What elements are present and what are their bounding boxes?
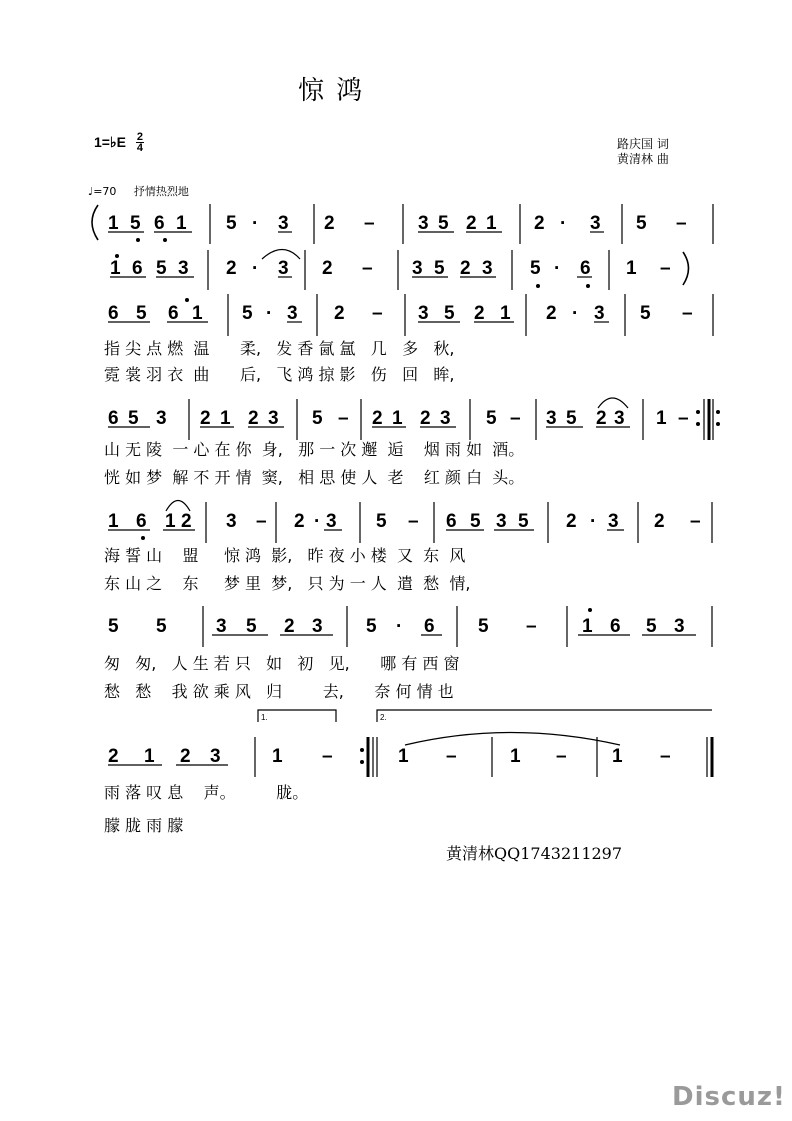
lyrics-row-7-verse-2: 朦 胧 雨 朦	[104, 816, 184, 835]
lyrics-row-3-verse-1: 指 尖 点 燃 温 柔, 发 香 氤 氲 几 多 秋,	[104, 339, 455, 358]
volta-bracket-2	[377, 710, 712, 722]
svg-text:5: 5	[156, 258, 167, 279]
svg-text:2: 2	[294, 511, 305, 532]
svg-text:3: 3	[418, 303, 429, 324]
forum-watermark: Discuz!	[672, 1082, 786, 1112]
song-title: 惊 鸿	[298, 76, 365, 106]
svg-text:3: 3	[614, 408, 625, 429]
svg-text:3: 3	[156, 408, 167, 429]
svg-text:5: 5	[486, 408, 497, 429]
svg-text:5: 5	[376, 511, 387, 532]
svg-text:–: –	[372, 303, 383, 324]
svg-text:3: 3	[268, 408, 279, 429]
svg-text:1: 1	[392, 408, 403, 429]
svg-text:–: –	[660, 258, 671, 279]
svg-text:1: 1	[144, 746, 155, 767]
svg-text:1: 1	[110, 258, 121, 279]
svg-text:3: 3	[178, 258, 189, 279]
svg-text:2: 2	[372, 408, 383, 429]
svg-text:1: 1	[398, 746, 409, 767]
key-signature: 1=♭E	[94, 134, 126, 150]
lyrics-row-5-verse-1: 海 誓 山 盟 惊 鸿 影, 昨 夜 小 楼 又 东 风	[104, 546, 466, 565]
svg-text:5: 5	[518, 511, 529, 532]
svg-text:3: 3	[210, 746, 221, 767]
svg-text:6: 6	[136, 511, 147, 532]
svg-text:2: 2	[284, 616, 295, 637]
lyricist-credit: 路庆国 词	[617, 137, 669, 151]
lyrics-row-4-verse-2: 恍 如 梦 解 不 开 情 窦, 相 思 使 人 老 红 颜 白 头。	[104, 468, 525, 487]
svg-text:6: 6	[154, 213, 165, 234]
svg-text:5: 5	[226, 213, 237, 234]
svg-text:2: 2	[226, 258, 237, 279]
svg-text:3: 3	[278, 258, 289, 279]
svg-text:2: 2	[324, 213, 335, 234]
svg-text:2: 2	[546, 303, 557, 324]
svg-text:1: 1	[220, 408, 231, 429]
lyrics-row-5-verse-2: 东 山 之 东 梦 里 梦, 只 为 一 人 遣 愁 情,	[104, 574, 471, 593]
lyrics-row-6-verse-1: 匆 匆, 人 生 若 只 如 初 见, 哪 有 西 窗	[104, 654, 460, 673]
volta-label-2: 2.	[380, 713, 387, 722]
svg-text:–: –	[510, 408, 521, 429]
svg-text:3: 3	[482, 258, 493, 279]
closing-parenthesis	[683, 252, 689, 285]
time-signature: 2 4	[136, 131, 143, 154]
svg-text:6: 6	[424, 616, 435, 637]
svg-text:5: 5	[434, 258, 445, 279]
svg-text:1: 1	[486, 213, 497, 234]
svg-text:5: 5	[136, 303, 147, 324]
svg-text:·: ·	[252, 258, 259, 279]
svg-text:6: 6	[446, 511, 457, 532]
svg-text:6: 6	[580, 258, 591, 279]
svg-text:–: –	[678, 408, 689, 429]
svg-text:3: 3	[594, 303, 605, 324]
svg-text:1: 1	[510, 746, 521, 767]
svg-text:–: –	[446, 746, 457, 767]
svg-text:·: ·	[252, 213, 259, 234]
svg-text:–: –	[408, 511, 419, 532]
svg-text:–: –	[338, 408, 349, 429]
svg-text:–: –	[676, 213, 687, 234]
tempo-value: ♩=70	[88, 185, 117, 198]
svg-text:5: 5	[128, 408, 139, 429]
composer-credit: 黄清林 曲	[617, 152, 669, 166]
svg-text:5: 5	[566, 408, 577, 429]
lyrics-row-4-verse-1: 山 无 陵 一 心 在 你 身, 那 一 次 邂 逅 烟 雨 如 酒。	[104, 440, 525, 459]
notes-row-2	[110, 258, 671, 279]
svg-text:1: 1	[176, 213, 187, 234]
svg-text:1: 1	[612, 746, 623, 767]
notes-row-5	[108, 511, 701, 532]
svg-text:–: –	[690, 511, 701, 532]
svg-text:·: ·	[590, 511, 597, 532]
lyrics-row-6-verse-2: 愁 愁 我 欲 乘 风 归 去, 奈 何 情 也	[104, 682, 454, 701]
lyrics-row-3-verse-2: 霓 裳 羽 衣 曲 后, 飞 鸿 掠 影 伤 回 眸,	[104, 365, 455, 384]
svg-text:2: 2	[334, 303, 345, 324]
svg-text:·: ·	[266, 303, 273, 324]
svg-text:3: 3	[312, 616, 323, 637]
slur	[166, 501, 190, 512]
svg-text:2: 2	[200, 408, 211, 429]
svg-text:2: 2	[534, 213, 545, 234]
svg-text:5: 5	[444, 303, 455, 324]
svg-text:1: 1	[500, 303, 511, 324]
notes-row-6	[108, 616, 685, 637]
svg-text:·: ·	[560, 213, 567, 234]
svg-text:5: 5	[366, 616, 377, 637]
svg-text:·: ·	[554, 258, 561, 279]
notes-row-7	[108, 746, 671, 767]
svg-text:–: –	[660, 746, 671, 767]
svg-text:5: 5	[470, 511, 481, 532]
svg-text:6: 6	[610, 616, 621, 637]
svg-text:5: 5	[636, 213, 647, 234]
svg-text:2: 2	[248, 408, 259, 429]
svg-text:3: 3	[590, 213, 601, 234]
svg-text:3: 3	[278, 213, 289, 234]
svg-text:3: 3	[608, 511, 619, 532]
svg-text:5: 5	[530, 258, 541, 279]
svg-text:–: –	[322, 746, 333, 767]
svg-text:–: –	[362, 258, 373, 279]
svg-text:–: –	[682, 303, 693, 324]
svg-text:3: 3	[216, 616, 227, 637]
svg-text:3: 3	[412, 258, 423, 279]
svg-text:5: 5	[130, 213, 141, 234]
svg-text:3: 3	[546, 408, 557, 429]
svg-text:6: 6	[108, 408, 119, 429]
svg-text:5: 5	[108, 616, 119, 637]
svg-text:2: 2	[322, 258, 333, 279]
svg-text:1: 1	[656, 408, 667, 429]
svg-text:–: –	[526, 616, 537, 637]
svg-text:5: 5	[438, 213, 449, 234]
svg-text:5: 5	[246, 616, 257, 637]
volta-label-1: 1.	[261, 713, 268, 722]
svg-text:2: 2	[420, 408, 431, 429]
slur	[598, 398, 628, 408]
svg-text:·: ·	[314, 511, 321, 532]
svg-text:6: 6	[132, 258, 143, 279]
svg-text:3: 3	[418, 213, 429, 234]
svg-text:2: 2	[474, 303, 485, 324]
svg-text:6: 6	[168, 303, 179, 324]
expression-mark: 抒情热烈地	[133, 185, 189, 198]
svg-text:3: 3	[287, 303, 298, 324]
svg-text:2: 2	[654, 511, 665, 532]
notes-row-4	[108, 408, 689, 429]
svg-text:1: 1	[192, 303, 203, 324]
lyrics-row-7-verse-1: 雨 落 叹 息 声。 胧。	[104, 783, 309, 802]
notes-row-1	[108, 213, 687, 234]
volta-bracket-1	[258, 710, 336, 722]
svg-text:2: 2	[466, 213, 477, 234]
svg-text:–: –	[556, 746, 567, 767]
svg-text:3: 3	[326, 511, 337, 532]
svg-text:6: 6	[108, 303, 119, 324]
svg-text:–: –	[256, 511, 267, 532]
svg-text:5: 5	[242, 303, 253, 324]
svg-text:1: 1	[108, 511, 119, 532]
notes-row-3	[108, 303, 693, 324]
svg-text:1: 1	[626, 258, 637, 279]
tie	[405, 733, 620, 746]
svg-text:1: 1	[582, 616, 593, 637]
svg-text:3: 3	[496, 511, 507, 532]
svg-text:3: 3	[440, 408, 451, 429]
svg-text:5: 5	[646, 616, 657, 637]
svg-text:1: 1	[108, 213, 119, 234]
svg-text:5: 5	[312, 408, 323, 429]
svg-text:2: 2	[460, 258, 471, 279]
svg-text:3: 3	[674, 616, 685, 637]
svg-text:5: 5	[156, 616, 167, 637]
svg-text:·: ·	[396, 616, 403, 637]
svg-text:–: –	[364, 213, 375, 234]
svg-text:2: 2	[566, 511, 577, 532]
svg-text:5: 5	[478, 616, 489, 637]
opening-parenthesis	[92, 205, 98, 240]
svg-text:1: 1	[165, 511, 176, 532]
author-signature: 黄清林QQ1743211297	[446, 844, 623, 863]
svg-text:2: 2	[596, 408, 607, 429]
svg-text:3: 3	[226, 511, 237, 532]
svg-text:2: 2	[108, 746, 119, 767]
svg-text:1: 1	[272, 746, 283, 767]
svg-text:5: 5	[640, 303, 651, 324]
svg-text:2: 2	[181, 511, 192, 532]
svg-text:·: ·	[572, 303, 579, 324]
svg-text:2: 2	[180, 746, 191, 767]
